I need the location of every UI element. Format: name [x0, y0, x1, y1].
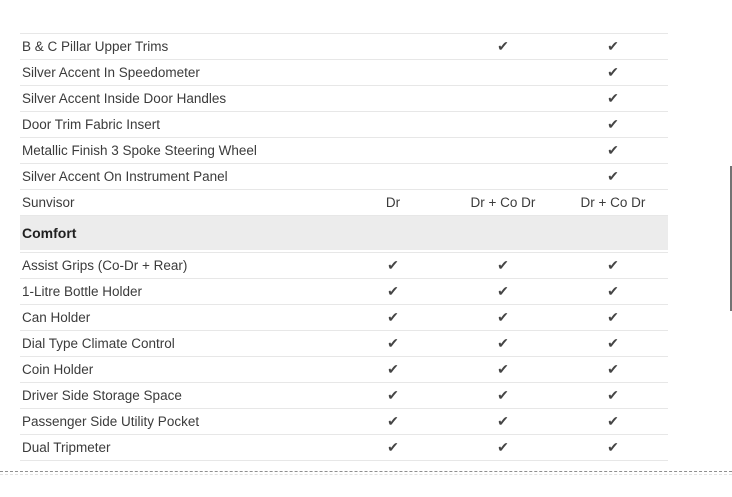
feature-name: Silver Accent On Instrument Panel: [22, 169, 228, 184]
feature-name: Coin Holder: [22, 362, 94, 377]
table-row: [20, 112, 668, 138]
table-row: [20, 383, 668, 409]
table-row: [20, 86, 668, 112]
table-row: [20, 164, 668, 190]
section-interior-features: [20, 33, 668, 216]
check-icon: ✔: [497, 361, 509, 377]
check-icon: ✔: [607, 142, 619, 158]
check-icon: ✔: [607, 168, 619, 184]
feature-name: B & C Pillar Upper Trims: [22, 39, 169, 54]
check-icon: ✔: [387, 439, 399, 455]
value-text: Dr: [385, 195, 401, 210]
section-header: Comfort: [20, 216, 668, 250]
check-icon: ✔: [497, 38, 509, 54]
feature-name: Can Holder: [22, 310, 91, 325]
feature-name: 1-Litre Bottle Holder: [22, 284, 143, 299]
check-icon: ✔: [387, 387, 399, 403]
features-table: [20, 33, 668, 461]
section-rows: [20, 252, 668, 461]
check-icon: ✔: [387, 283, 399, 299]
feature-name: Dial Type Climate Control: [22, 336, 175, 351]
check-icon: ✔: [497, 439, 509, 455]
feature-name: Driver Side Storage Space: [22, 388, 182, 403]
feature-name: Door Trim Fabric Insert: [22, 117, 161, 132]
check-icon: ✔: [607, 116, 619, 132]
check-icon: ✔: [497, 309, 509, 325]
table-row: [20, 357, 668, 383]
check-icon: ✔: [497, 413, 509, 429]
check-icon: ✔: [607, 335, 619, 351]
table-row: [20, 331, 668, 357]
check-icon: ✔: [607, 361, 619, 377]
dashed-divider: [0, 471, 732, 472]
check-icon: ✔: [607, 257, 619, 273]
table-row: [20, 305, 668, 331]
table-row: [20, 34, 668, 60]
value-text: Dr + Co Dr: [580, 195, 646, 210]
dashed-divider-shadow: [0, 474, 732, 475]
check-icon: ✔: [607, 309, 619, 325]
check-icon: ✔: [387, 257, 399, 273]
check-icon: ✔: [607, 439, 619, 455]
feature-name: Silver Accent Inside Door Handles: [22, 91, 227, 106]
table-row: [20, 279, 668, 305]
check-icon: ✔: [607, 64, 619, 80]
feature-name: Assist Grips (Co-Dr + Rear): [22, 258, 188, 273]
check-icon: ✔: [607, 38, 619, 54]
check-icon: ✔: [497, 257, 509, 273]
check-icon: ✔: [607, 387, 619, 403]
table-row: [20, 409, 668, 435]
section-comfort: [20, 216, 668, 461]
table-row: [20, 60, 668, 86]
feature-name: Metallic Finish 3 Spoke Steering Wheel: [22, 143, 257, 158]
feature-name: Dual Tripmeter: [22, 440, 111, 455]
check-icon: ✔: [387, 309, 399, 325]
value-text: Dr + Co Dr: [470, 195, 536, 210]
check-icon: ✔: [387, 361, 399, 377]
feature-name: Passenger Side Utility Pocket: [22, 414, 200, 429]
check-icon: ✔: [497, 387, 509, 403]
check-icon: ✔: [497, 283, 509, 299]
table-row: [20, 190, 668, 216]
check-icon: ✔: [607, 90, 619, 106]
check-icon: ✔: [387, 335, 399, 351]
table-row: [20, 435, 668, 461]
check-icon: ✔: [607, 283, 619, 299]
check-icon: ✔: [387, 413, 399, 429]
check-icon: ✔: [497, 335, 509, 351]
table-row: [20, 138, 668, 164]
table-row: [20, 253, 668, 279]
feature-name: Silver Accent In Speedometer: [22, 65, 200, 80]
feature-name: Sunvisor: [22, 195, 75, 210]
section-rows: [20, 33, 668, 216]
check-icon: ✔: [607, 413, 619, 429]
